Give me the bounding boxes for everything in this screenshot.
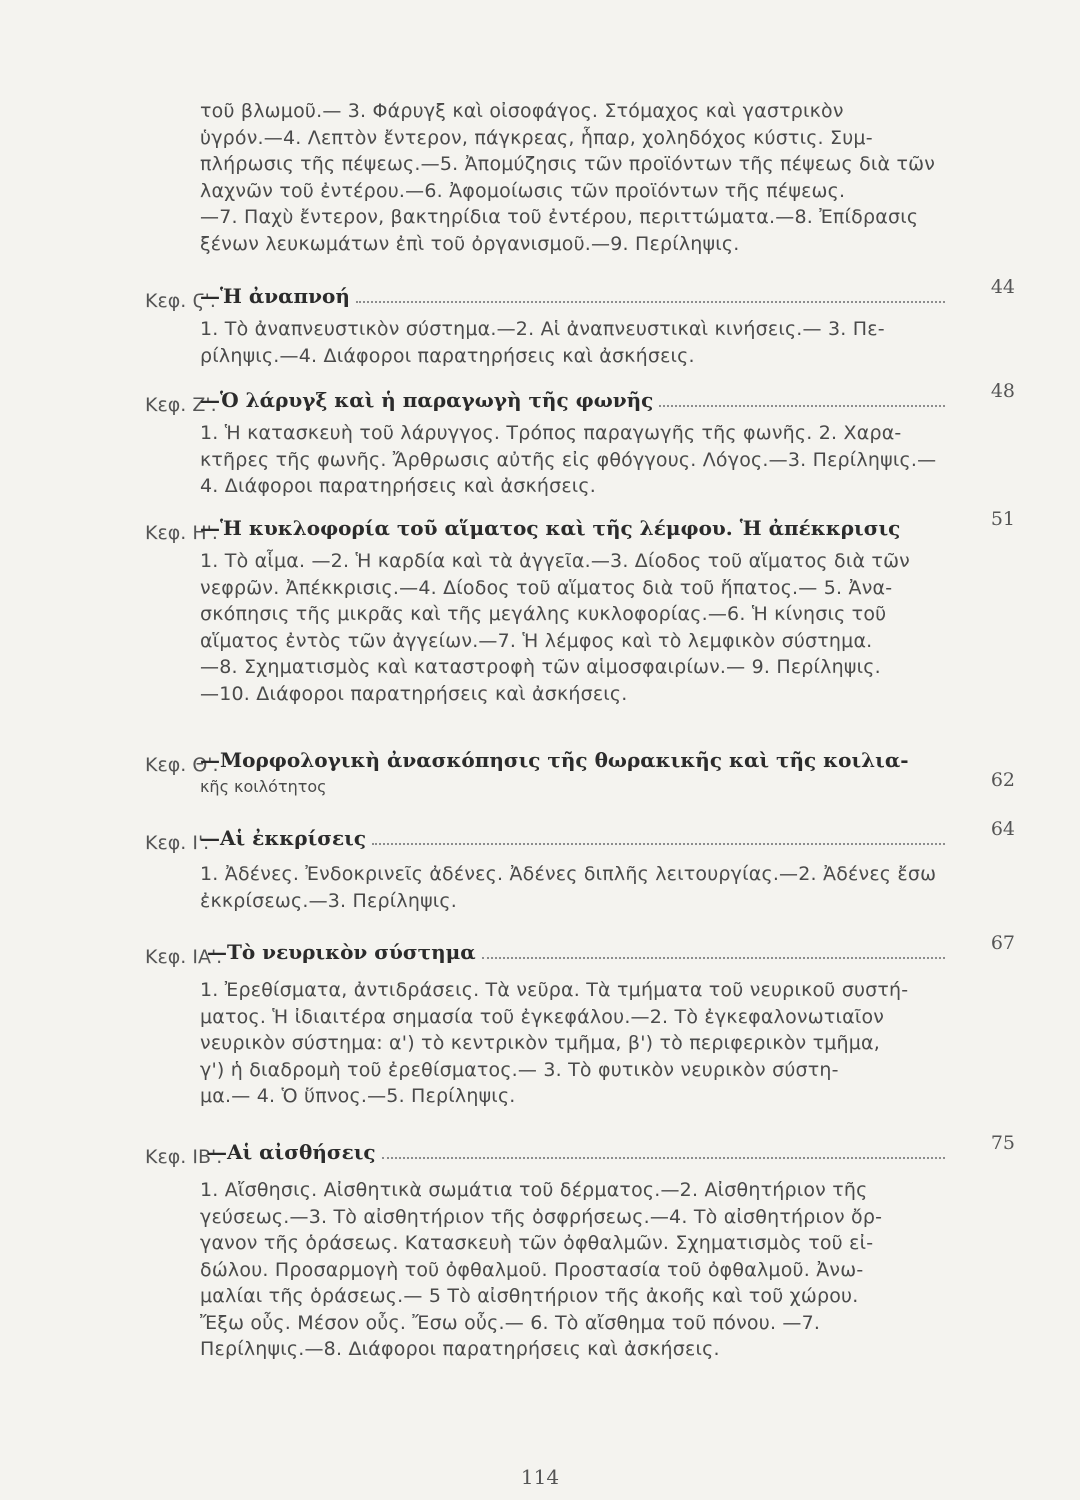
text-line: γ') ἡ διαδρομὴ τοῦ ἐρεθίσματος.— 3. Τὸ φυτικὸν νευρικὸν σύστη- [200,1058,839,1081]
chapter-page-number: 64 [990,818,1015,840]
chapter-heading [145,1132,1015,1169]
text-line: —10. Διάφοροι παρατηρήσεις καὶ ἀσκήσεις. [200,682,628,705]
chapter-7 [145,380,1015,500]
dot-leader [482,957,945,959]
chapter-heading [145,818,1015,855]
text-line: ξένων λευκωμάτων ἐπὶ τοῦ ὀργανισμοῦ.—9. Περίληψις. [200,232,740,255]
chapter-label: Κεφ. ΙΒ'. [145,1146,223,1168]
chapter-title: —Ὁ λάρυγξ καὶ ἡ παραγωγὴ τῆς φωνῆς [200,388,654,412]
text-line: πλήρωσις τῆς πέψεως.—5. Ἀπομύζησις τῶν προϊόντων τῆς πέψεως διὰ τῶν [200,153,936,175]
chapter-heading [145,748,1015,777]
chapter-title: —Τὸ νευρικὸν σύστημα [207,940,476,964]
chapter-heading [145,508,1015,545]
text-line: νευρικὸν σύστημα: α') τὸ κεντρικὸν τμῆμα, β') τὸ περιφερικὸν τμῆμα, [200,1032,880,1054]
text-line: κτῆρες τῆς φωνῆς. Ἄρθρωσις αὐτῆς εἰς φθόγγους. Λόγος.—3. Περίληψις.— [200,448,937,471]
text-line: ρίληψις.—4. Διάφοροι παρατηρήσεις καὶ ἀσκήσεις. [200,344,695,367]
text-line: —8. Σχηματισμὸς καὶ καταστροφὴ τῶν αἱμοσφαιρίων.— 9. Περίληψις. [200,656,881,678]
chapter-heading [145,380,1015,417]
text-line: —7. Παχὺ ἔντερον, βακτηρίδια τοῦ ἐντέρου, περιττώματα.—8. Ἐπίδρασις [200,206,919,228]
chapter-page-number: 51 [990,508,1015,530]
text-line: δώλου. Προσαρμογὴ τοῦ ὀφθαλμοῦ. Προστασία τοῦ ὀφθαλμοῦ. Ἀνω- [200,1258,864,1281]
text-line: 1. Ἡ κατασκευὴ τοῦ λάρυγγος. Τρόπος παραγωγῆς τῆς φωνῆς. 2. Χαρα- [200,422,902,444]
chapter-title-continued: κῆς κοιλότητος [200,777,327,796]
chapter-heading [145,932,1015,969]
text-line: μα.— 4. Ὁ ὕπνος.—5. Περίληψις. [200,1085,516,1107]
chapter-contents [200,316,1015,369]
chapter-title: —Ἡ ἀναπνοή [200,284,350,308]
chapter-title: —Ἡ κυκλοφορία τοῦ αἵματος καὶ τῆς λέμφου. Ἡ ἀπέκκρισις [200,516,901,540]
chapter-8 [145,508,1015,707]
chapter-label: Κεφ. Η'. [145,522,218,544]
chapter-label: Κεφ. ΙΑ'. [145,946,223,968]
chapter-contents [200,548,1015,707]
chapter-page-number: 62 [990,769,1015,791]
chapter-title: —Αἱ αἰσθήσεις [207,1140,376,1164]
chapter-page-number: 75 [990,1132,1015,1154]
dot-leader [659,405,945,407]
chapter-6 [145,276,1015,369]
text-line: 1. Ἐρεθίσματα, ἀντιδράσεις. Τὰ νεῦρα. Τὰ τμήματα τοῦ νευρικοῦ συστή- [200,979,909,1001]
chapter-label: Κεφ. Ι'. [145,832,210,854]
chapter-12 [145,1132,1015,1363]
chapter-contents [200,420,1015,500]
chapter-contents [200,861,1015,914]
chapter-page-number: 67 [990,932,1015,954]
text-line: 1. Αἴσθησις. Αἰσθητικὰ σωμάτια τοῦ δέρματος.—2. Αἰσθητήριον τῆς [200,1179,868,1201]
chapter-label: Κεφ. Ζ'. [145,394,217,416]
text-line: μαλίαι τῆς ὁράσεως.— 5 Τὸ αἰσθητήριον τῆς ἀκοῆς καὶ τοῦ χώρου. [200,1285,859,1307]
chapter-page-number: 48 [990,380,1015,402]
chapter-contents [200,977,1015,1110]
text-line: τοῦ βλωμοῦ.— 3. Φάρυγξ καὶ οἰσοφάγος. Στόμαχος καὶ γαστρικὸν [200,100,844,122]
text-line: νεφρῶν. Ἀπέκκρισις.—4. Δίοδος τοῦ αἵματος διὰ τοῦ ἥπατος.— 5. Ἀνα- [200,576,893,599]
text-line: σκόπησις τῆς μικρᾶς καὶ τῆς μεγάλης κυκλοφορίας.—6. Ἡ κίνησις τοῦ [200,603,887,625]
chapter-10 [145,818,1015,914]
text-line: ὑγρόν.—4. Λεπτὸν ἔντερον, πάγκρεας, ἧπαρ, χοληδόχος κύστις. Συμ- [200,126,873,149]
text-line: αἵματος ἐντὸς τῶν ἀγγείων.—7. Ἡ λέμφος καὶ τὸ λεμφικὸν σύστημα. [200,629,873,652]
dot-leader [382,1157,945,1159]
text-line: γεύσεως.—3. Τὸ αἰσθητήριον τῆς ὀσφρήσεως.—4. Τὸ αἰσθητήριον ὄρ- [200,1205,883,1228]
dot-leader [356,301,945,303]
chapter-11 [145,932,1015,1110]
chapter-9 [145,748,1015,804]
chapter-page-number: 44 [990,276,1015,298]
text-line: 1. Ἀδένες. Ἐνδοκρινεῖς ἀδένες. Ἀδένες διπλῆς λειτουργίας.—2. Ἀδένες ἔσω [200,863,937,885]
text-line: ἐκκρίσεως.—3. Περίληψις. [200,889,458,912]
text-line: Περίληψις.—8. Διάφοροι παρατηρήσεις καὶ ἀσκήσεις. [200,1338,720,1360]
text-line: ματος. Ἡ ἰδιαιτέρα σημασία τοῦ ἐγκεφάλου.—2. Τὸ ἐγκεφαλονωτιαῖον [200,1005,885,1028]
chapter-label: Κεφ. Θ'. [145,754,219,776]
chapter-contents [200,1177,1015,1363]
text-line: Ἔξω οὖς. Μέσον οὖς. Ἔσω οὖς.— 6. Τὸ αἴσθημα τοῦ πόνου. —7. [200,1311,821,1334]
dot-leader [372,843,945,845]
text-line: 1. Τὸ αἷμα. —2. Ἡ καρδία καὶ τὰ ἀγγεῖα.—3. Δίοδος τοῦ αἵματος διὰ τῶν [200,550,910,572]
chapter-heading-continued [145,769,1015,804]
text-line: γανον τῆς ὁράσεως. Κατασκευὴ τῶν ὀφθαλμῶν. Σχηματισμὸς τοῦ εἰ- [200,1232,874,1254]
intro-continuation [200,98,962,257]
chapter-label: Κεφ. Ϛ'. [145,290,216,312]
chapter-title: —Αἱ ἐκκρίσεις [200,826,367,850]
chapter-title: —Μορφολογικὴ ἀνασκόπησις τῆς θωρακικῆς καὶ τῆς κοιλια- [200,748,909,772]
chapter-heading [145,276,1015,313]
page-number: 114 [520,1465,560,1489]
text-line: λαχνῶν τοῦ ἐντέρου.—6. Ἀφομοίωσις τῶν προϊόντων τῆς πέψεως. [200,179,846,202]
text-line: 1. Τὸ ἀναπνευστικὸν σύστημα.—2. Αἱ ἀναπνευστικαὶ κινήσεις.— 3. Πε- [200,318,885,340]
text-line: 4. Διάφοροι παρατηρήσεις καὶ ἀσκήσεις. [200,475,597,497]
